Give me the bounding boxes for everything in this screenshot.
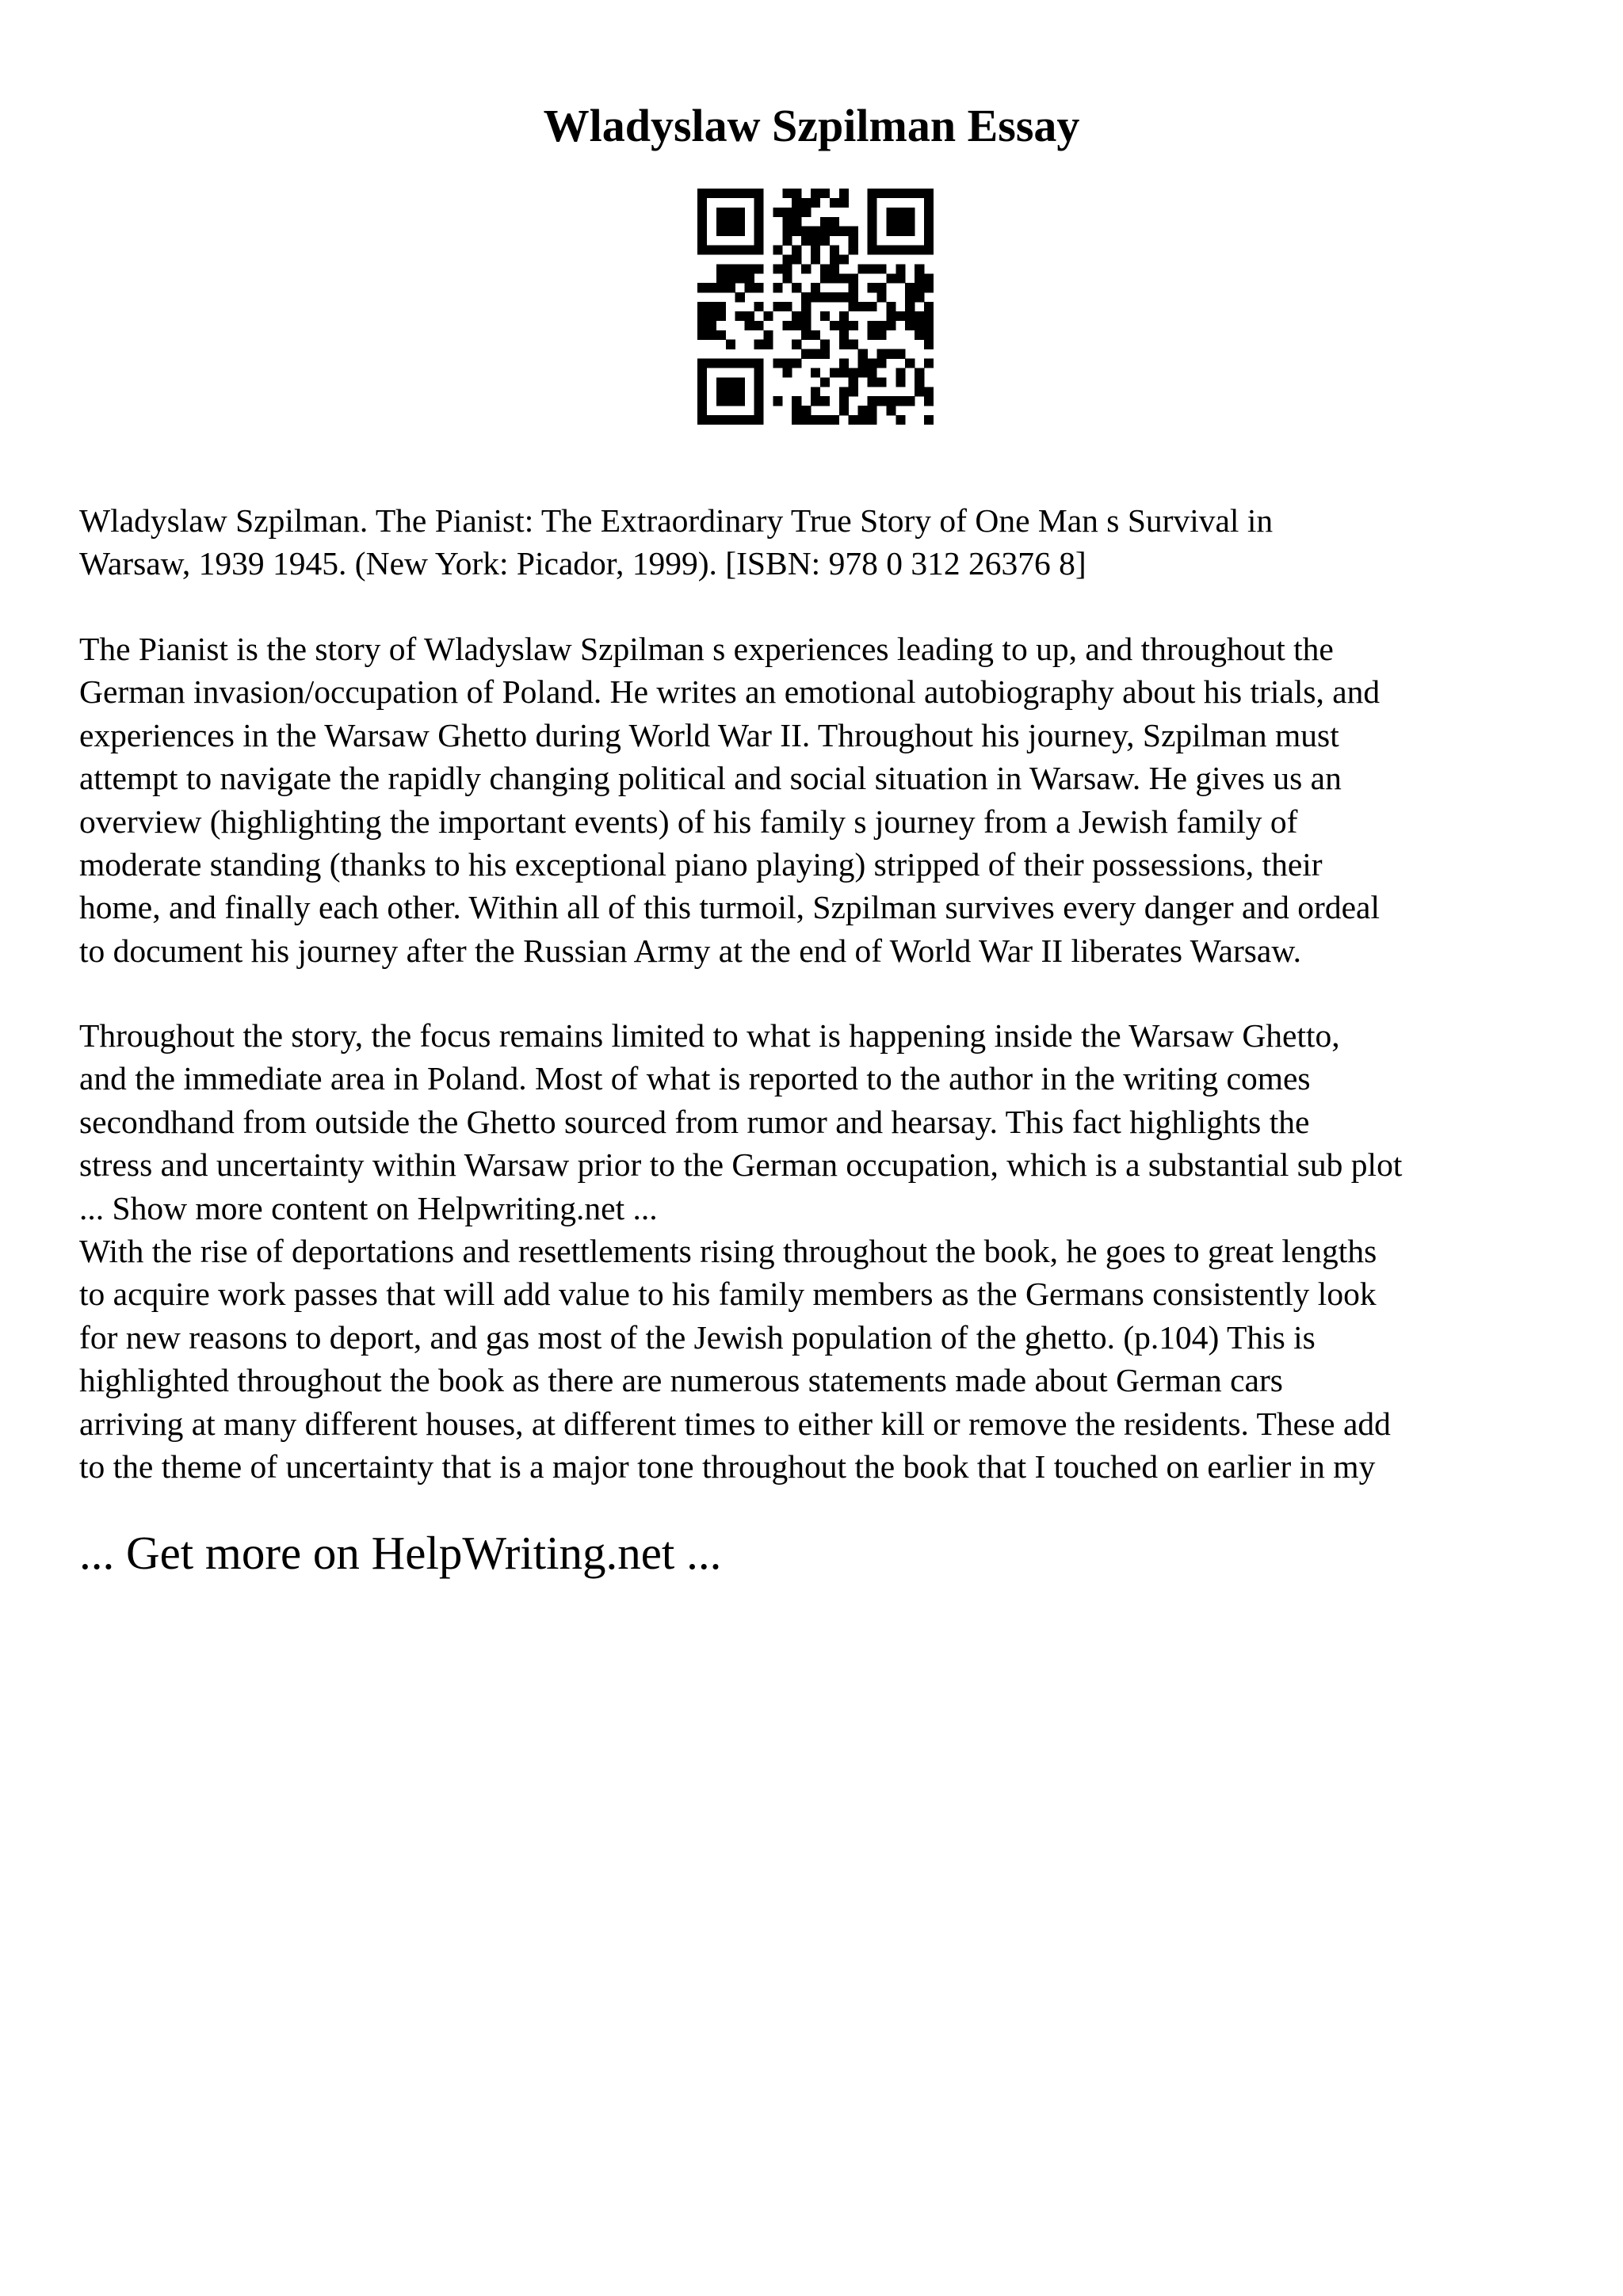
qr-code-icon [697,189,934,425]
essay-paragraph: The Pianist is the story of Wladyslaw Szpilman s experiences leading to up, and throughout the German invasion/occupation of Poland. He writes an emotional autobiography about his trials, and experiences in the Warsaw Ghetto during World War II. Throughout his journey, Szpilman must attempt to navigate the rapidly changing political and social situation in Warsaw. He gives us an overview (highlighting the important events) of his family s journey from a Jewish family of moderate standing (thanks to his exceptional piano playing) stripped of their possessions, their home, and finally each other. Within all of this turmoil, Szpilman survives every danger and ordeal to document his journey after the Russian Army at the end of World War II liberates Warsaw. [79,631,1381,969]
get-more-link[interactable]: ... Get more on HelpWriting.net ... [79,1527,722,1579]
essay-paragraph: Throughout the story, the focus remains limited to what is happening inside the Warsaw Ghetto, and the immediate area in Poland. Most of what is reported to the author in the writing comes secondhand from outside the Ghetto sourced from rumor and hearsay. This fact highlights the stress and uncertainty within Warsaw prior to the German occupation, which is a substantial sub plot ... Show more content on Helpwriting.net ... [79,1017,1403,1226]
citation-text: Wladyslaw Szpilman. The Pianist: The Extraordinary True Story of One Man s Survival in Warsaw, 1939 1945. (New York: Picador, 1999). [ISBN: 978 0 312 26376 8] [79,502,1274,582]
essay-paragraph: With the rise of deportations and resettlements rising throughout the book, he goes to great lengths to acquire work passes that will add value to his family members as the Germans consistently look for new reasons to deport, and gas most of the Jewish population of the ghetto. (p.104) This is highlighted throughout the book as there are numerous statements made about German cars arriving at many different houses, at different times to either kill or remove the residents. These add to the theme of uncertainty that is a major tone throughout the book that I touched on earlier in my [79,1233,1391,1486]
page-title: Wladyslaw Szpilman Essay [543,100,1080,151]
